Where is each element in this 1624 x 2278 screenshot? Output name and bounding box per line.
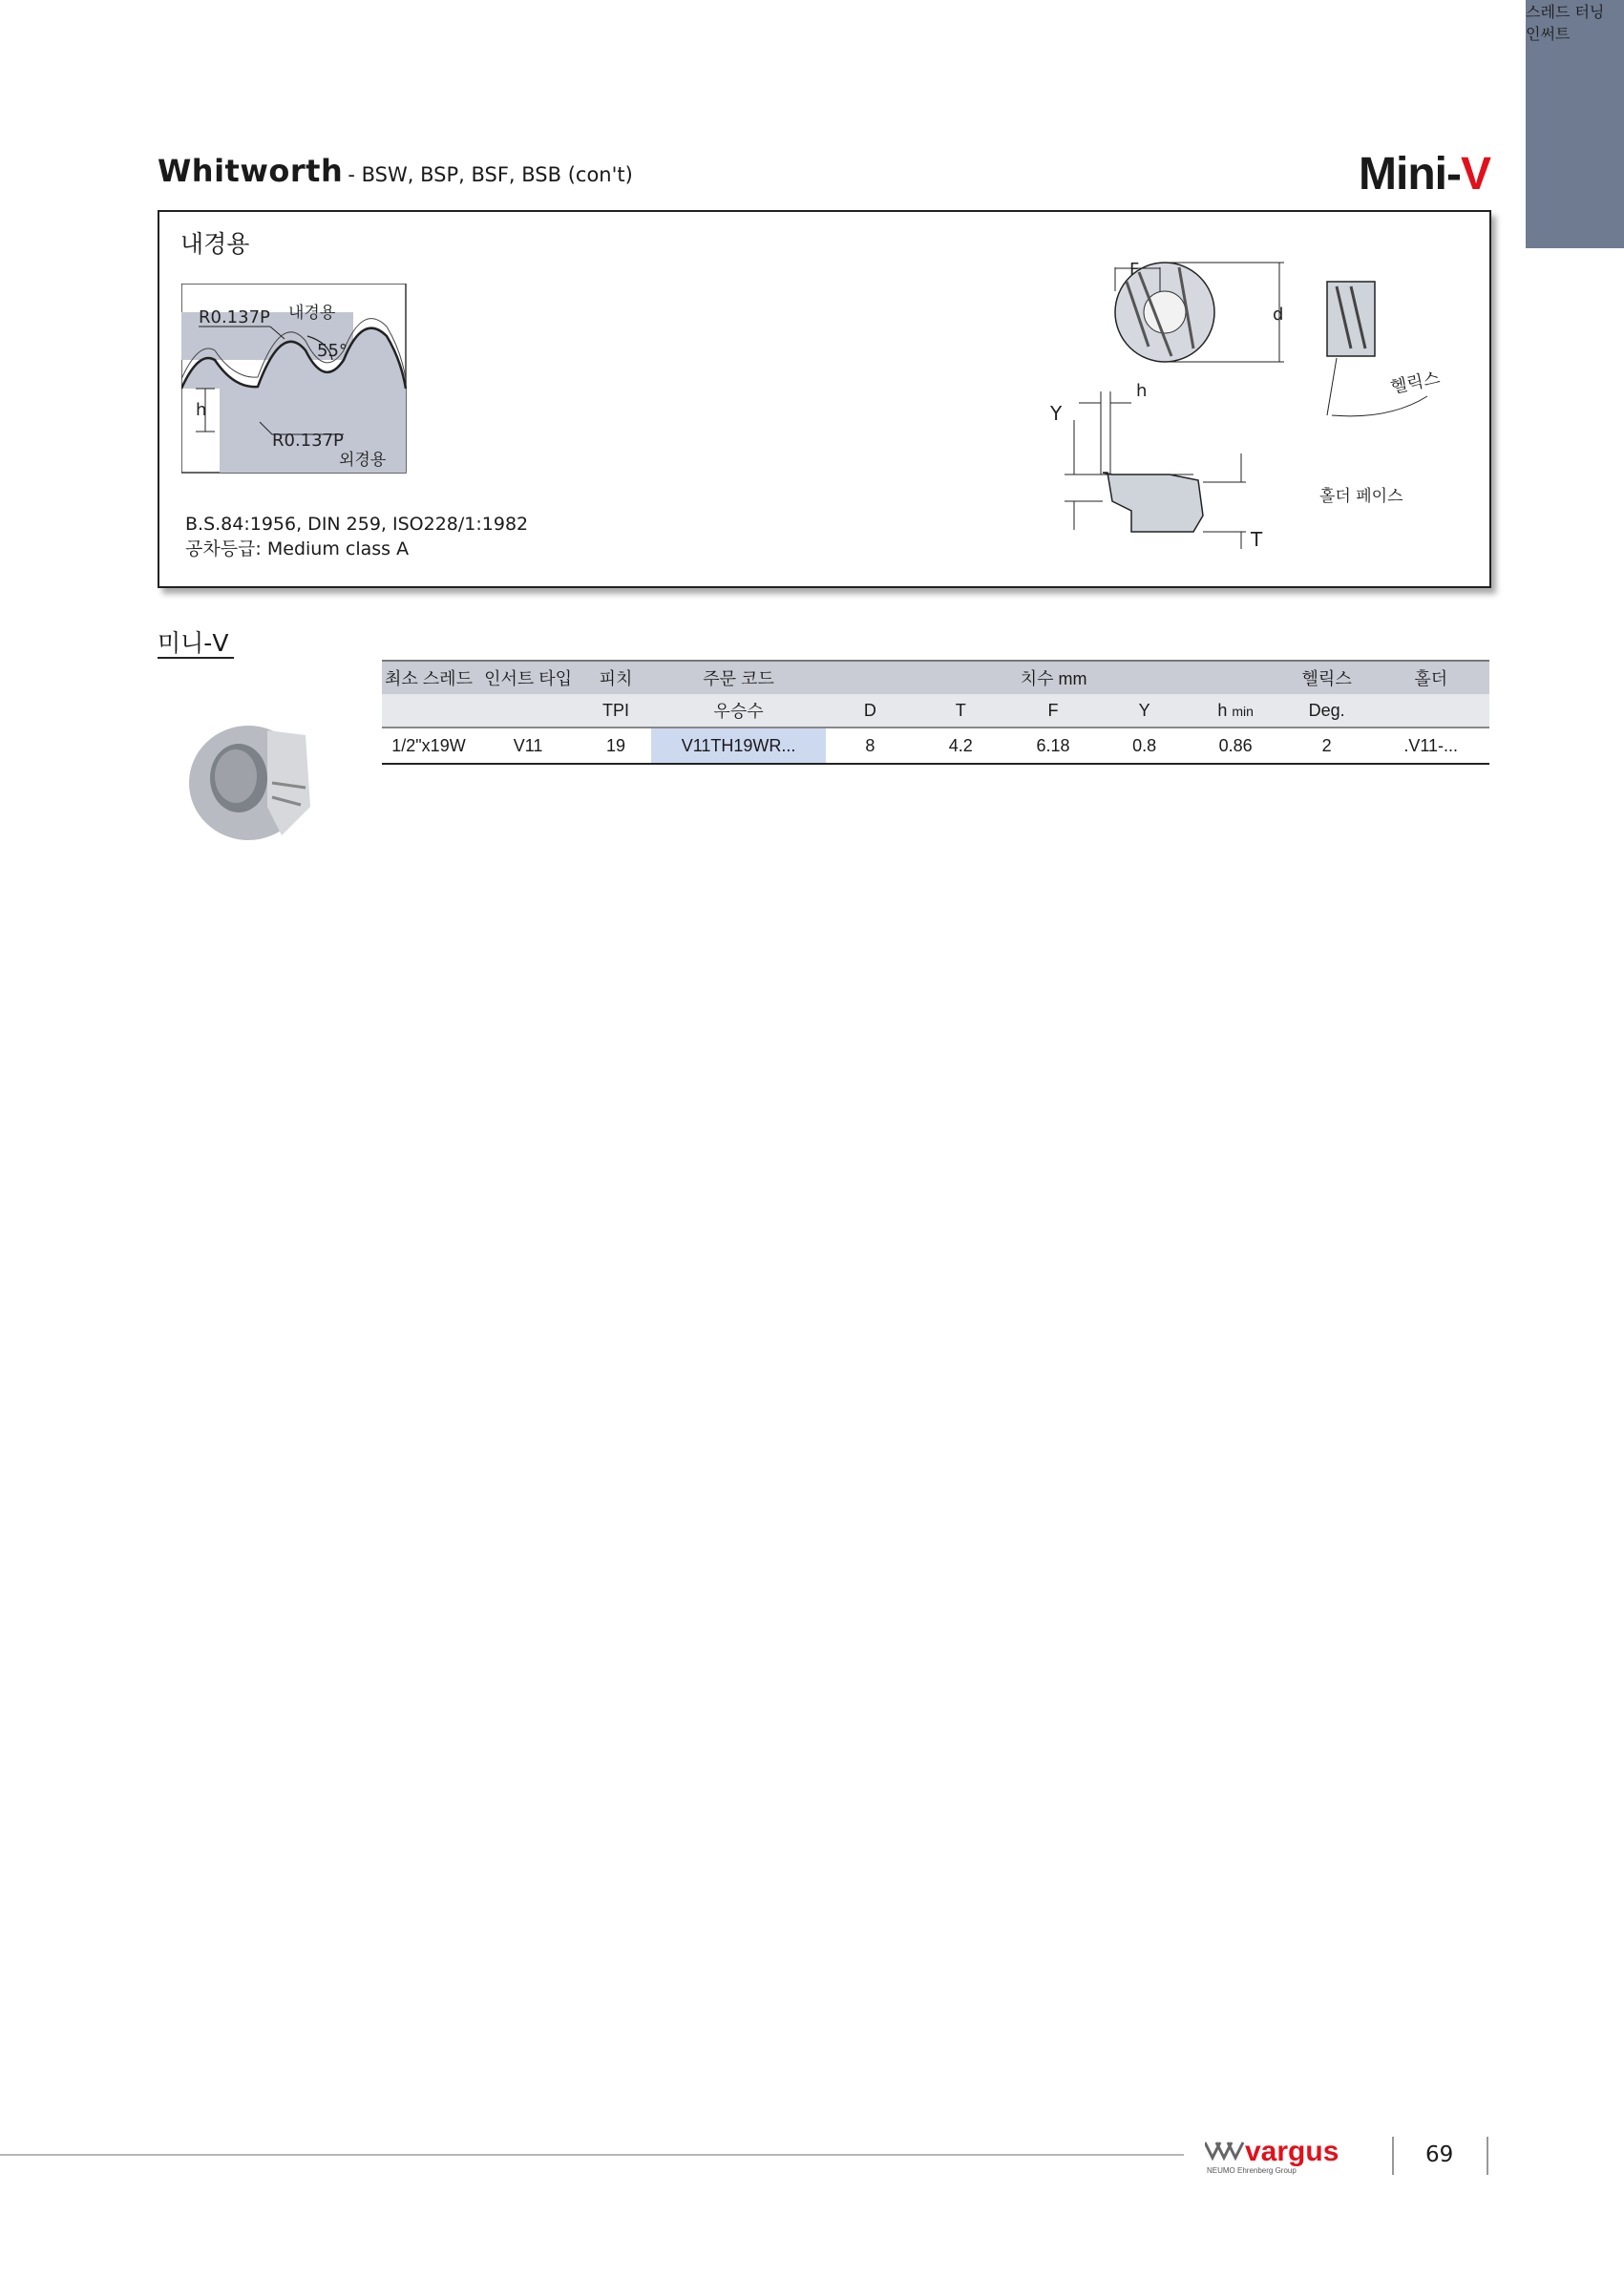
profile-h: h	[196, 400, 207, 420]
profile-external-label: 외경용	[339, 451, 387, 470]
diag-Y: Y	[1050, 402, 1063, 425]
subhead-h-sub: min	[1232, 703, 1254, 719]
col-helix: 헬릭스	[1281, 661, 1373, 694]
page-number: 69	[1425, 2142, 1454, 2167]
subhead-deg: Deg.	[1281, 694, 1373, 728]
diag-h: h	[1136, 381, 1148, 401]
cell-order-code[interactable]: V11TH19WR...	[651, 728, 827, 764]
box-title: 내경용	[180, 230, 250, 258]
col-min-thread: 최소 스레드	[382, 661, 475, 694]
cell-helix: 2	[1281, 728, 1373, 764]
spec-table	[382, 660, 1489, 765]
brand-mark	[1359, 148, 1490, 200]
footer-rule	[0, 2154, 1184, 2156]
subhead-h-label: h	[1217, 700, 1228, 720]
col-insert-type: 인서트 타입	[475, 661, 580, 694]
profile-r-bottom: R0.137P	[272, 431, 344, 451]
vargus-logo	[1205, 2135, 1386, 2177]
subhead-Y: Y	[1099, 694, 1191, 728]
col-dimensions: 치수 mm	[826, 661, 1280, 694]
title-subtitle: - BSW, BSP, BSF, BSB (con't)	[348, 163, 633, 186]
footer-separator-right	[1487, 2137, 1488, 2175]
col-pitch: 피치	[580, 661, 650, 694]
subhead-empty-2	[475, 694, 580, 728]
profile-r-top: R0.137P	[199, 307, 270, 327]
section-rule	[158, 657, 234, 659]
thread-profile-diagram	[181, 284, 411, 475]
brand-accent: V	[1460, 149, 1490, 200]
title-main: Whitworth	[158, 153, 344, 189]
page-title	[158, 153, 633, 189]
col-order-code: 주문 코드	[651, 661, 827, 694]
diag-d: d	[1273, 305, 1284, 325]
cell-T: 4.2	[914, 728, 1007, 764]
side-category-label	[1526, 0, 1604, 44]
col-holder: 홀더	[1372, 661, 1489, 694]
subhead-empty-1	[382, 694, 475, 728]
subhead-F: F	[1007, 694, 1099, 728]
insert-dimension-diagram	[1036, 253, 1485, 563]
diag-holder-face: 홀더 페이스	[1319, 487, 1403, 506]
footer-separator	[1392, 2137, 1394, 2175]
subhead-grade: 우승수	[651, 694, 827, 728]
logo-subtext: NEUMO Ehrenberg Group	[1207, 2166, 1297, 2175]
cell-F: 6.18	[1007, 728, 1099, 764]
cell-min-thread: 1/2"x19W	[382, 728, 475, 764]
profile-angle: 55°	[317, 341, 348, 361]
logo-text: vargus	[1245, 2136, 1339, 2167]
side-tab-line1: 스레드 터닝	[1526, 3, 1605, 21]
cell-insert-type: V11	[475, 728, 580, 764]
cell-h: 0.86	[1190, 728, 1281, 764]
standards-block	[185, 512, 528, 561]
side-tab-line2: 인써트	[1526, 25, 1571, 43]
subhead-tpi: TPI	[580, 694, 650, 728]
cell-D: 8	[826, 728, 914, 764]
subhead-empty-3	[1372, 694, 1489, 728]
insert-product-image	[177, 692, 320, 854]
profile-internal-label: 내경용	[288, 304, 336, 323]
standard-text: B.S.84:1956, DIN 259, ISO228/1:1982	[185, 514, 529, 535]
subhead-D: D	[826, 694, 914, 728]
diag-T: T	[1251, 528, 1263, 551]
table-subheader-row	[382, 694, 1489, 728]
subhead-T: T	[914, 694, 1007, 728]
diag-F: F	[1129, 260, 1140, 280]
subhead-h	[1190, 694, 1281, 728]
table-row	[382, 728, 1489, 764]
table-header-row	[382, 661, 1489, 694]
brand-main: Mini-	[1359, 149, 1461, 200]
section-title: 미니-V	[158, 629, 229, 657]
cell-holder: .V11-...	[1372, 728, 1489, 764]
cell-pitch: 19	[580, 728, 650, 764]
cell-Y: 0.8	[1099, 728, 1191, 764]
diag-helix: 헬릭스	[1388, 368, 1443, 398]
tolerance-text: 공차등급: Medium class A	[185, 538, 410, 559]
